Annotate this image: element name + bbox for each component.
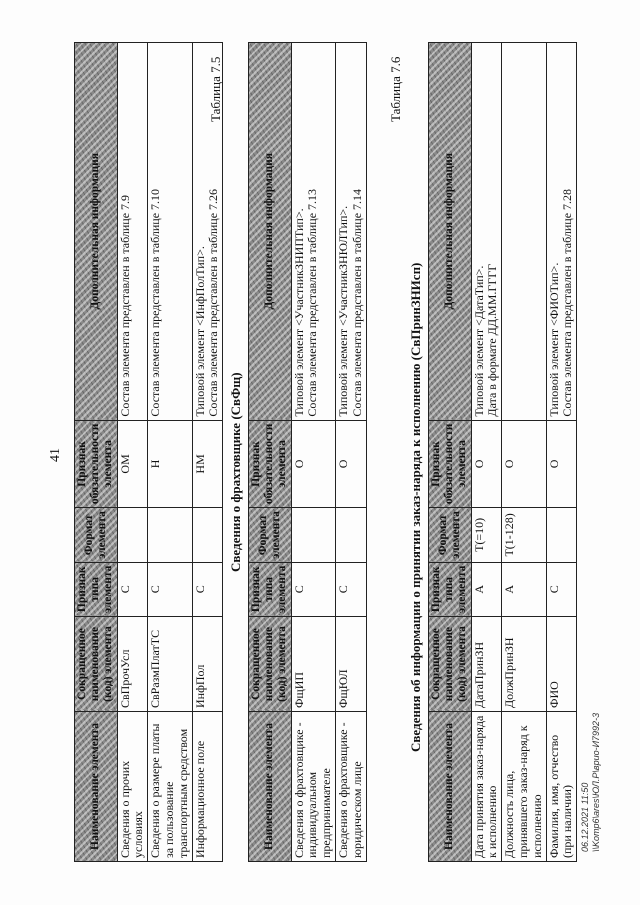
col-header-type: Признак типа элемента xyxy=(429,562,472,616)
table-row xyxy=(117,43,148,862)
cell-req: ОМ xyxy=(117,420,148,508)
table-7-5 xyxy=(248,42,367,862)
cell-name: Дата принятия заказ-наряда к исполнению xyxy=(471,712,502,862)
info-line: Состав элемента представлен в таблице 7.13 xyxy=(305,188,320,417)
table-body xyxy=(291,43,366,862)
col-header-req: Признак обязательности элемента xyxy=(249,420,292,508)
cell-req: О xyxy=(546,420,577,508)
cell-type: А xyxy=(471,562,502,616)
cell-type: С xyxy=(291,562,335,616)
cell-format xyxy=(546,508,577,562)
table-row xyxy=(148,43,192,862)
col-header-req: Признак обязательности элемента xyxy=(75,420,118,508)
col-header-format: Формат элемента xyxy=(75,508,118,562)
info-line: Типовой элемент <ИнфПолТип>. xyxy=(192,246,207,417)
info-line: Состав элемента представлен в таблице 7.14 xyxy=(349,188,364,417)
cell-name: Сведения о фрахтовщике - индивидуальном предпринимателе xyxy=(291,712,335,862)
cell-code: ФИО xyxy=(546,617,577,712)
table-caption-7-6: Таблица 7.6 xyxy=(388,56,403,122)
section-title-prin-zn: Сведения об информации о принятии заказ-наряда к исполнению (СвПринЗНИсп) xyxy=(408,262,423,752)
info-line: Типовой элемент <ДатаТип>. xyxy=(471,265,486,417)
cell-name: Сведения о размере платы за пользование транспортным средством xyxy=(148,712,192,862)
col-header-name: Наименование элемента xyxy=(429,712,472,862)
table-row xyxy=(192,43,223,862)
cell-format xyxy=(291,508,335,562)
cell-req: О xyxy=(336,420,367,508)
cell-info xyxy=(148,43,192,421)
cell-code: ДатаПринЗН xyxy=(471,617,502,712)
table-header-row xyxy=(429,43,472,862)
table-7-6 xyxy=(428,42,577,862)
cell-info xyxy=(546,43,577,421)
cell-format xyxy=(117,508,148,562)
table-row xyxy=(471,43,502,862)
cell-info xyxy=(117,43,148,421)
col-header-name: Наименование элемента xyxy=(75,712,118,862)
cell-code: ФщИП xyxy=(291,617,335,712)
table-row xyxy=(336,43,367,862)
info-line: Состав элемента представлен в таблице 7.28 xyxy=(560,188,575,417)
info-line: Типовой элемент <ФИОТип>. xyxy=(546,262,561,417)
cell-req: НМ xyxy=(192,420,223,508)
section-title-fraht: Сведения о фрахтовщике (СвФщ) xyxy=(228,372,243,572)
col-header-req: Признак обязательности элемента xyxy=(429,420,472,508)
cell-info xyxy=(291,43,335,421)
footnote-date: 06.12.2021 11:50 xyxy=(580,782,590,852)
cell-name: Должность лица, принявшего заказ-наряд к исполнению xyxy=(502,712,546,862)
info-line: Состав элемента представлен в таблице 7.26 xyxy=(206,188,221,417)
table-body xyxy=(117,43,223,862)
table-caption-7-5: Таблица 7.5 xyxy=(208,56,223,122)
col-header-info: Дополнительная информация xyxy=(429,43,472,421)
cell-type: А xyxy=(502,562,546,616)
cell-info xyxy=(336,43,367,421)
cell-req: Н xyxy=(148,420,192,508)
cell-req: О xyxy=(291,420,335,508)
footnote xyxy=(580,713,602,852)
col-header-type: Признак типа элемента xyxy=(249,562,292,616)
footnote-path: \\Komp6\ares\ЮЛ.Р\врио-И7992-3 xyxy=(590,712,601,852)
col-header-format: Формат элемента xyxy=(429,508,472,562)
col-header-code: Сокращенное наименование (код) элемента xyxy=(249,617,292,712)
col-header-info: Дополнительная информация xyxy=(75,43,118,421)
cell-format: T(1-128) xyxy=(502,508,546,562)
cell-name: Сведения о фрахтовщике - юридическом лице xyxy=(336,712,367,862)
cell-name: Информационное поле xyxy=(192,712,223,862)
cell-code: ФщЮЛ xyxy=(336,617,367,712)
cell-code: СвРазмПлатТС xyxy=(148,617,192,712)
cell-format xyxy=(192,508,223,562)
table-row xyxy=(546,43,577,862)
cell-code: ИнфПол xyxy=(192,617,223,712)
col-header-format: Формат элемента xyxy=(249,508,292,562)
col-header-name: Наименование элемента xyxy=(249,712,292,862)
cell-type: С xyxy=(546,562,577,616)
cell-code: СвПрочУсл xyxy=(117,617,148,712)
cell-format xyxy=(336,508,367,562)
info-line: Типовой элемент <УчастникЗНЮЛТип>. xyxy=(336,205,351,417)
col-header-code: Сокращенное наименование (код) элемента xyxy=(429,617,472,712)
table-continuation xyxy=(74,42,223,862)
col-header-info: Дополнительная информация xyxy=(249,43,292,421)
info-line: Дата в формате ДД.ММ.ГГГГ xyxy=(485,263,500,417)
table-header-row xyxy=(249,43,292,862)
cell-info xyxy=(502,43,546,421)
cell-format xyxy=(148,508,192,562)
table-body xyxy=(471,43,577,862)
cell-name: Фамилия, имя, отчество (при наличии) xyxy=(546,712,577,862)
info-line: Типовой элемент <УчастникЗНИПТип>. xyxy=(291,208,306,417)
cell-type: С xyxy=(148,562,192,616)
col-header-type: Признак типа элемента xyxy=(75,562,118,616)
table-row xyxy=(502,43,546,862)
cell-type: С xyxy=(117,562,148,616)
cell-code: ДолжПринЗН xyxy=(502,617,546,712)
table-header-row xyxy=(75,43,118,862)
page-number: 41 xyxy=(48,448,63,462)
cell-name: Сведения о прочих условиях xyxy=(117,712,148,862)
info-line: Состав элемента представлен в таблице 7.10 xyxy=(148,188,163,417)
rotated-sheet xyxy=(40,22,600,882)
cell-req: О xyxy=(502,420,546,508)
cell-info xyxy=(471,43,502,421)
table-row xyxy=(291,43,335,862)
info-line: Состав элемента представлен в таблице 7.9 xyxy=(117,194,132,417)
cell-format: T(=10) xyxy=(471,508,502,562)
col-header-code: Сокращенное наименование (код) элемента xyxy=(75,617,118,712)
cell-req: О xyxy=(471,420,502,508)
cell-type: С xyxy=(336,562,367,616)
cell-type: С xyxy=(192,562,223,616)
